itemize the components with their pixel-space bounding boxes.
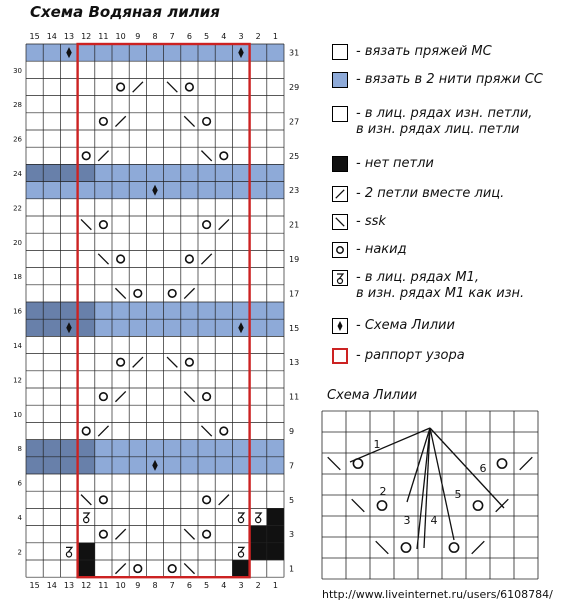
row-label-left: 4 xyxy=(17,514,22,522)
ssk-symbol xyxy=(184,116,194,126)
k2tog-symbol xyxy=(219,495,229,505)
chart-title: Схема Водяная лилия xyxy=(30,3,220,21)
m1-loop xyxy=(256,517,261,522)
yo-symbol xyxy=(134,290,142,298)
row-label-right: 13 xyxy=(289,358,300,368)
m1-symbol xyxy=(255,513,261,523)
legend-label-mc: - вязать пряжей МС xyxy=(356,44,492,59)
ssk-symbol xyxy=(167,357,177,367)
col-label-top: 3 xyxy=(238,32,244,41)
no-stitch-cell xyxy=(250,526,267,543)
col-label-top: 15 xyxy=(29,32,40,41)
legend-label-diamond: - Схема Лилии xyxy=(356,318,455,333)
diamond-icon xyxy=(333,319,347,333)
row-label-right: 25 xyxy=(289,151,300,161)
row-label-right: 17 xyxy=(289,289,300,299)
k2tog-symbol xyxy=(133,82,143,92)
ssk-symbol xyxy=(184,529,194,539)
yo-symbol xyxy=(117,255,125,263)
col-label-top: 10 xyxy=(115,32,126,41)
row-label-left: 16 xyxy=(13,307,22,316)
row-label-right: 9 xyxy=(289,427,295,436)
yo-symbol xyxy=(168,565,176,573)
legend-swatch-yo xyxy=(332,242,348,258)
m1-symbol xyxy=(83,513,89,523)
col-label-bottom: 14 xyxy=(46,581,57,591)
legend-item-diamond xyxy=(332,318,455,334)
legend-item-mc xyxy=(332,44,492,60)
k2tog-symbol xyxy=(115,563,125,573)
mini-yo-symbol xyxy=(497,459,506,468)
k2tog-symbol xyxy=(115,391,125,401)
row-label-left: 24 xyxy=(13,170,22,178)
legend-swatch-mc xyxy=(332,44,348,60)
yo-symbol xyxy=(203,393,211,401)
yo-symbol xyxy=(100,118,108,126)
col-label-bottom: 5 xyxy=(204,581,210,591)
col-label-bottom: 6 xyxy=(186,581,192,591)
yo-symbol xyxy=(203,530,211,538)
mini-yo-symbol xyxy=(377,501,386,510)
legend-swatch-m1 xyxy=(332,270,348,286)
row-label-left: 28 xyxy=(13,101,22,110)
legend-swatch-diamond xyxy=(332,318,348,334)
no-stitch-cell xyxy=(267,543,284,560)
mini-yo-symbol xyxy=(401,543,410,552)
m1-symbol xyxy=(238,513,244,523)
legend-item-repeat xyxy=(332,348,465,364)
legend-label-yo: - накид xyxy=(356,242,407,257)
row-label-right: 19 xyxy=(289,255,300,264)
m1-loop xyxy=(66,552,71,557)
legend-label-m1: - в лиц. рядах М1, в изн. рядах М1 как изн. xyxy=(356,270,525,301)
legend-swatch-nostitch xyxy=(332,156,348,172)
k2tog-symbol xyxy=(184,288,194,298)
m1-loop xyxy=(238,552,243,557)
row-label-left: 10 xyxy=(13,410,22,419)
legend-item-yo xyxy=(332,242,407,258)
ssk-icon xyxy=(333,215,347,229)
col-label-top: 13 xyxy=(63,32,75,41)
row-label-left: 14 xyxy=(13,342,22,350)
col-label-top: 12 xyxy=(81,32,92,41)
no-stitch-cell xyxy=(78,560,95,577)
yo-symbol xyxy=(100,221,108,229)
yo-symbol xyxy=(82,427,90,435)
mini-yo-symbol xyxy=(449,543,458,552)
legend-swatch-purl xyxy=(332,106,348,122)
col-label-top: 11 xyxy=(98,32,109,41)
ssk-symbol xyxy=(184,391,194,401)
no-stitch-cell xyxy=(250,543,267,560)
row-label-right: 31 xyxy=(289,48,300,58)
row-label-right: 11 xyxy=(289,392,300,402)
mini-step-label: 3 xyxy=(403,514,411,527)
k2tog-icon xyxy=(333,187,347,201)
yo-symbol xyxy=(186,358,194,366)
legend-item-m1 xyxy=(332,270,524,302)
col-label-top: 9 xyxy=(135,32,141,41)
mini-ssk-symbol xyxy=(352,499,365,512)
mini-step-label: 1 xyxy=(373,438,381,451)
yo-symbol xyxy=(203,221,211,229)
yo-symbol xyxy=(168,290,176,298)
legend-label-nostitch: - нет петли xyxy=(356,156,434,171)
yo-symbol xyxy=(220,427,228,435)
m1-loop xyxy=(84,517,89,522)
ssk-symbol xyxy=(184,563,194,573)
legend-item-cc xyxy=(332,72,543,88)
col-label-top: 2 xyxy=(255,32,261,41)
col-label-bottom: 1 xyxy=(272,581,278,591)
m1-symbol xyxy=(238,547,244,557)
col-label-bottom: 13 xyxy=(63,581,75,591)
col-label-bottom: 4 xyxy=(221,581,227,591)
yo-symbol xyxy=(203,118,211,126)
mini-fan-line-3 xyxy=(417,428,430,549)
legend-swatch-cc xyxy=(332,72,348,88)
yo-symbol xyxy=(117,83,125,91)
legend-label-purl: - в лиц. рядах изн. петли, в изн. рядах лиц. петли xyxy=(356,106,533,137)
row-label-left: 6 xyxy=(17,479,22,488)
yo-symbol xyxy=(186,255,194,263)
row-label-left: 18 xyxy=(13,273,22,282)
col-label-bottom: 11 xyxy=(98,581,109,591)
mini-fan-line-6 xyxy=(430,428,504,508)
yo-symbol xyxy=(100,496,108,504)
ssk-symbol xyxy=(115,288,125,298)
legend-label-ssk: - ssk xyxy=(356,214,386,229)
k2tog-symbol xyxy=(115,529,125,539)
col-label-top: 6 xyxy=(186,32,192,41)
no-stitch-cell xyxy=(267,526,284,543)
ssk-symbol xyxy=(98,254,108,264)
legend-item-nostitch xyxy=(332,156,434,172)
legend-label-repeat: - раппорт узора xyxy=(356,348,465,363)
mini-yo-symbol xyxy=(473,501,482,510)
source-url: http://www.liveinternet.ru/users/6108784/ xyxy=(322,588,553,601)
k2tog-symbol xyxy=(98,426,108,436)
no-stitch-cell xyxy=(232,560,249,577)
row-label-right: 15 xyxy=(289,323,300,333)
cc-row-31 xyxy=(26,44,284,61)
legend-item-ssk xyxy=(332,214,386,230)
row-label-right: 23 xyxy=(289,186,300,196)
legend-swatch-k2tog xyxy=(332,186,348,202)
col-label-bottom: 8 xyxy=(152,581,158,591)
row-label-right: 1 xyxy=(289,564,295,574)
ssk-symbol xyxy=(81,219,91,229)
row-label-right: 21 xyxy=(289,220,300,230)
row-label-left: 22 xyxy=(13,204,22,213)
col-label-bottom: 10 xyxy=(115,581,126,591)
legend-label-cc: - вязать в 2 нити пряжи СС xyxy=(356,72,543,87)
row-label-right: 29 xyxy=(289,83,300,92)
yo-symbol xyxy=(186,83,194,91)
col-label-top: 5 xyxy=(204,32,210,41)
mini-step-label: 6 xyxy=(479,462,487,475)
row-label-left: 30 xyxy=(13,66,22,75)
yo-icon xyxy=(333,243,347,257)
legend-swatch-repeat xyxy=(332,348,348,364)
yo-symbol xyxy=(82,152,90,160)
ssk-symbol xyxy=(81,495,91,505)
col-label-bottom: 9 xyxy=(135,581,141,591)
mini-k2tog-symbol xyxy=(520,457,533,470)
m1-icon xyxy=(333,271,347,285)
no-stitch-cell xyxy=(267,508,284,525)
mini-step-label: 5 xyxy=(454,488,462,501)
row-label-right: 3 xyxy=(289,530,295,540)
mini-step-label: 4 xyxy=(430,514,438,527)
legend-label-k2tog: - 2 петли вместе лиц. xyxy=(356,186,505,201)
yo-symbol xyxy=(203,496,211,504)
legend-item-k2tog xyxy=(332,186,504,202)
row-label-right: 7 xyxy=(289,461,295,471)
k2tog-symbol xyxy=(115,116,125,126)
col-label-top: 4 xyxy=(221,32,227,41)
ssk-symbol xyxy=(201,151,211,161)
row-label-left: 20 xyxy=(13,238,22,247)
col-label-bottom: 12 xyxy=(81,581,92,591)
k2tog-symbol xyxy=(133,357,143,367)
col-label-bottom: 7 xyxy=(169,581,175,591)
row-label-left: 12 xyxy=(13,376,22,385)
mini-ssk-symbol xyxy=(328,457,341,470)
no-stitch-cell xyxy=(78,543,95,560)
col-label-top: 1 xyxy=(272,32,278,41)
col-label-top: 8 xyxy=(152,32,158,41)
k2tog-symbol xyxy=(201,254,211,264)
col-label-top: 7 xyxy=(169,32,175,41)
yo-symbol xyxy=(100,393,108,401)
ssk-symbol xyxy=(201,426,211,436)
yo-symbol xyxy=(100,530,108,538)
mini-ssk-symbol xyxy=(376,541,389,554)
legend-swatch-ssk xyxy=(332,214,348,230)
row-label-left: 8 xyxy=(17,445,22,454)
m1-loop xyxy=(238,517,243,522)
col-label-bottom: 2 xyxy=(255,581,261,591)
col-label-top: 14 xyxy=(46,32,57,41)
mini-k2tog-symbol xyxy=(472,541,485,554)
yo-symbol xyxy=(134,565,142,573)
row-label-left: 2 xyxy=(17,548,22,557)
row-label-right: 5 xyxy=(289,495,295,505)
yo-symbol xyxy=(220,152,228,160)
ssk-symbol xyxy=(167,82,177,92)
k2tog-symbol xyxy=(219,219,229,229)
col-label-bottom: 3 xyxy=(238,581,244,591)
k2tog-symbol xyxy=(98,151,108,161)
row-label-right: 27 xyxy=(289,117,300,127)
mini-step-label: 2 xyxy=(379,485,387,498)
row-label-left: 26 xyxy=(13,135,22,144)
m1-symbol xyxy=(66,547,72,557)
legend-item-purl xyxy=(332,106,532,138)
yo-symbol xyxy=(117,358,125,366)
mini-chart-title: Схема Лилии xyxy=(327,388,418,403)
col-label-bottom: 15 xyxy=(29,581,40,591)
